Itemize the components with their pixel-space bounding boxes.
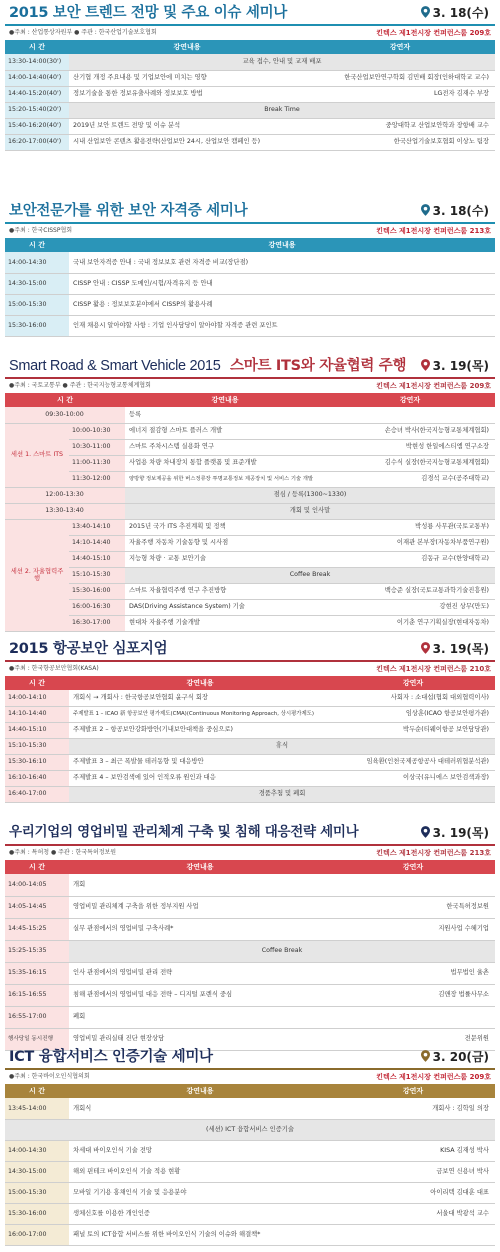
section-title: 2015 보안 트렌드 전망 및 주요 이슈 세미나: [9, 5, 287, 21]
speaker-cell: 강현진 상무(만도): [325, 599, 495, 615]
table-row: [5, 874, 495, 896]
header-content: 강연내용: [69, 676, 331, 690]
time-cell: 15:40-16:20(40'): [5, 118, 69, 134]
organizer-text: ●주최 : 국토교통부 ● 주관 : 한국지능형교통체계협회: [9, 382, 151, 389]
time-cell: 14:00-14:30: [5, 252, 69, 273]
speaker-cell: 김동규 교수(한양대학교): [325, 551, 495, 567]
speaker-cell: 임상훈(ICAO 항공보안평가관): [331, 706, 495, 722]
table-row: [5, 940, 495, 962]
table-row: [5, 471, 495, 487]
speaker-cell: 김경석 교수(공주대학교): [325, 471, 495, 487]
time-cell: 15:30-16:00: [5, 315, 69, 336]
speaker-cell: LG전자 김재수 부장: [305, 86, 495, 102]
date-text: 3. 19(목): [432, 826, 489, 840]
time-cell: 15:30-16:00: [5, 1203, 69, 1224]
speaker-cell: [331, 1006, 495, 1028]
speaker-cell: 개회사 : 김학일 의장: [331, 1098, 495, 1119]
table-header-row: [5, 1084, 495, 1098]
content-cell: CISSP 안내 : CISSP 도메인/시험/자격유지 등 안내: [69, 273, 495, 294]
section-title: 우리기업의 영업비밀 관리체계 구축 및 침해 대응전략 세미나: [9, 824, 359, 840]
speaker-cell: 한국산업기술보호협회 이상노 팀장: [305, 134, 495, 150]
content-cell: 주제발표 4 – 보안검색에 있어 인적오류 원인과 대응: [69, 770, 331, 786]
content-cell: 주제발표 3 – 최근 폭발물 테러동향 및 대응방안: [69, 754, 331, 770]
location-pin-icon: [421, 1050, 430, 1062]
table-row: [5, 54, 495, 70]
table-row: [5, 567, 495, 583]
speaker-cell: 손승녀 박사(한국지능형교통체계협회): [325, 423, 495, 439]
speaker-cell: 이상국(유니에스 보안검색과장): [331, 770, 495, 786]
table-row: [5, 690, 495, 706]
time-cell: 15:30-16:00: [69, 583, 125, 599]
time-cell: 13:30-14:00(30'): [5, 54, 69, 70]
section-ict-authentication: [5, 1046, 495, 1246]
content-cell: 국내 보안자격증 안내 : 국내 정보보호 관련 자격증 비교(장단점): [69, 252, 495, 273]
schedule-table: [5, 40, 495, 151]
content-cell: 2019년 보안 트렌드 전망 및 이슈 분석: [69, 118, 305, 134]
table-row: [5, 102, 495, 118]
content-cell: 산기협 개정 주요내용 및 기업보안에 미치는 영향: [69, 70, 305, 86]
table-row: [5, 615, 495, 631]
table-row: [5, 519, 495, 535]
content-cell: 폐회: [69, 1006, 331, 1028]
content-cell: 경품추첨 및 폐회: [69, 786, 495, 802]
content-cell: 실무 관점에서의 영업비밀 구축사례*: [69, 918, 331, 940]
section-header: [5, 638, 495, 662]
table-row: [5, 439, 495, 455]
room-text: 킨텍스 제1전시장 컨퍼런스룸 209호: [376, 1073, 491, 1081]
date-text: 3. 20(금): [432, 1050, 489, 1064]
speaker-cell: 서울대 박광석 교수: [331, 1203, 495, 1224]
section-date: [421, 1050, 489, 1065]
header-content: 강연내용: [69, 40, 305, 54]
time-cell: 10:30-11:00: [69, 439, 125, 455]
section-date: [421, 826, 489, 841]
header-time: 시 간: [5, 676, 69, 690]
header-content: 강연내용: [69, 1084, 331, 1098]
session-label: 세션 1. 스마트 ITS: [5, 423, 69, 487]
content-cell: Coffee Break: [69, 940, 495, 962]
table-row: [5, 535, 495, 551]
speaker-cell: 박현성 한일에스티엠 연구소장: [325, 439, 495, 455]
header-speaker: 강연자: [331, 676, 495, 690]
table-row: [5, 273, 495, 294]
time-cell: 15:10-15:30: [69, 567, 125, 583]
organizer-text: ●주최 : 산업통상자원부 ● 주관 : 한국산업기술보호협회: [9, 29, 157, 36]
content-cell: 생체신호를 이용한 개인인증: [69, 1203, 331, 1224]
time-cell: 16:15-16:55: [5, 984, 69, 1006]
date-text: 3. 18(수): [432, 6, 489, 20]
section-meta: [5, 1070, 495, 1084]
table-row: [5, 118, 495, 134]
content-cell: 차세대 바이오인식 기술 전망: [69, 1140, 331, 1161]
speaker-cell: [331, 874, 495, 896]
location-pin-icon: [421, 6, 430, 18]
location-pin-icon: [421, 204, 430, 216]
time-cell: 13:40-14:10: [69, 519, 125, 535]
header-time: 시 간: [5, 393, 125, 407]
table-row: [5, 1006, 495, 1028]
speaker-cell: 임육환(인천국제공항공사 대테러위협분석관): [331, 754, 495, 770]
time-cell: 15:25-15:35: [5, 940, 69, 962]
date-text: 3. 19(목): [432, 359, 489, 373]
time-cell: 14:00-14:30: [5, 1140, 69, 1161]
table-row: [5, 962, 495, 984]
location-pin-icon: [421, 642, 430, 654]
table-row: [5, 1224, 495, 1245]
section-date: [421, 6, 489, 21]
section-meta: [5, 26, 495, 40]
content-cell: 정보기술을 통한 정보유출사례와 정보보호 방법: [69, 86, 305, 102]
section-security-trends: [5, 2, 495, 151]
table-row: [5, 706, 495, 722]
section-security-certification: [5, 200, 495, 337]
speaker-cell: 한국산업보안연구학회 김민배 회장(인하대학교 교수): [305, 70, 495, 86]
table-row: [5, 1119, 495, 1140]
content-cell: Break Time: [69, 102, 495, 118]
table-row: [5, 1161, 495, 1182]
table-row: [5, 315, 495, 336]
content-cell: 인재 채용시 알아야할 사항 : 기업 인사담당이 알아야할 자격증 관련 포인트: [69, 315, 495, 336]
header-time: 시 간: [5, 40, 69, 54]
content-cell: 자율주행 자동차 기술동향 및 시사점: [125, 535, 325, 551]
table-header-row: [5, 860, 495, 874]
content-cell: 영업비밀 관리실태 진단 현장상담: [69, 1028, 331, 1050]
table-row: [5, 407, 495, 423]
speaker-cell: 박성룡 사무관(국토교통부): [325, 519, 495, 535]
session-row: (세션) ICT 융합서비스 인증기술: [5, 1119, 495, 1140]
section-title: ICT 융합서비스 인증기술 세미나: [9, 1049, 213, 1065]
speaker-cell: KISA 김재성 박사: [331, 1140, 495, 1161]
speaker-cell: 금보연 신용녀 박사: [331, 1161, 495, 1182]
content-cell: 영업비밀 관리체계 구축을 위한 정부지원 사업: [69, 896, 331, 918]
time-cell: 16:00-16:30: [69, 599, 125, 615]
time-cell: 15:00-15:30: [5, 1182, 69, 1203]
section-header: [5, 200, 495, 224]
header-content: 강연내용: [69, 238, 495, 252]
content-cell: 개회: [69, 874, 331, 896]
content-cell: CISSP 활용 : 정보보호분야에서 CISSP의 활용사례: [69, 294, 495, 315]
content-cell: 인사 관점에서의 영업비밀 관리 전략: [69, 962, 331, 984]
section-title: [9, 358, 406, 375]
time-cell: 15:00-15:30: [5, 294, 69, 315]
content-cell: DAS(Driving Assistance System) 기술: [125, 599, 325, 615]
content-cell: 시내 산업보안 콘텐츠 활용전략(산업보안 24시, 산업보안 캠페인 등): [69, 134, 305, 150]
header-speaker: 강연자: [331, 1084, 495, 1098]
header-time: 시 간: [5, 860, 69, 874]
time-cell: 15:35-16:15: [5, 962, 69, 984]
content-cell: 교육 접수, 안내 및 교재 배포: [69, 54, 495, 70]
section-header: [5, 355, 495, 379]
table-row: [5, 487, 495, 503]
content-cell: 휴식: [69, 738, 495, 754]
table-header-row: [5, 393, 495, 407]
header-speaker: 강연자: [305, 40, 495, 54]
time-cell: 14:00-14:40(40'): [5, 70, 69, 86]
time-cell: 14:40-15:20(40'): [5, 86, 69, 102]
organizer-text: ●주최 : 한국바이오인식협의회: [9, 1073, 90, 1080]
section-title: 2015 항공보안 심포지엄: [9, 641, 168, 657]
session-label: 세션 2. 자율협력주행: [5, 519, 69, 631]
speaker-cell: 이재관 본부장(자동차부품연구원): [325, 535, 495, 551]
content-cell: 스마트 자율협력주행 연구 추진방향: [125, 583, 325, 599]
time-cell: 14:45-15:25: [5, 918, 69, 940]
time-cell: 13:45-14:00: [5, 1098, 69, 1119]
speaker-cell: 박두순(티웨이항공 보안담당관): [331, 722, 495, 738]
table-row: [5, 583, 495, 599]
content-cell: 개회 및 인사말: [125, 503, 495, 519]
section-date: [421, 642, 489, 657]
time-cell: 14:40-15:10: [69, 551, 125, 567]
table-row: [5, 896, 495, 918]
speaker-cell: 지원사업 수혜기업: [331, 918, 495, 940]
time-cell: 11:00-11:30: [69, 455, 125, 471]
table-header-row: [5, 40, 495, 54]
section-header: [5, 822, 495, 846]
speaker-cell: 아이리텍 김대훈 대표: [331, 1182, 495, 1203]
header-time: 시 간: [5, 1084, 69, 1098]
section-meta: [5, 846, 495, 860]
speaker-cell: 백승준 실장(국토교통과학기술진흥원): [325, 583, 495, 599]
header-content: 강연내용: [69, 860, 331, 874]
content-cell: 2015년 국가 ITS 추진계획 및 정책: [125, 519, 325, 535]
section-header: [5, 2, 495, 26]
content-cell: 모바일 기기용 홍채인식 기술 및 응용분야: [69, 1182, 331, 1203]
content-cell: 사업용 차량 차내장치 통합 플랫폼 및 표준개발: [125, 455, 325, 471]
time-cell: 16:10-16:40: [5, 770, 69, 786]
table-row: [5, 918, 495, 940]
time-cell: 16:30-17:00: [69, 615, 125, 631]
content-cell: Coffee Break: [125, 567, 495, 583]
date-text: 3. 19(목): [432, 642, 489, 656]
location-pin-icon: [421, 826, 430, 838]
content-cell: 점심 / 등록(1300~1330): [125, 487, 495, 503]
speaker-cell: 한국특허정보원: [331, 896, 495, 918]
time-cell: 16:00-17:00: [5, 1224, 69, 1245]
speaker-cell: 김수식 실장(한국지능형교통체계협회): [325, 455, 495, 471]
table-row: [5, 294, 495, 315]
table-row: [5, 1098, 495, 1119]
table-header-row: [5, 676, 495, 690]
content-cell: 스마트 주차시스템 실용화 연구: [125, 439, 325, 455]
content-cell: 양방향 정보제공을 위한 버스정류장 투명교통정보 제공장치 및 서비스 기술 개발: [125, 471, 325, 487]
table-row: [5, 722, 495, 738]
table-row: [5, 786, 495, 802]
time-cell: 14:05-14:45: [5, 896, 69, 918]
content-cell: 지능형 차량 · 교통 보안기술: [125, 551, 325, 567]
content-cell: 해외 핀테크 바이오인식 기술 적용 현황: [69, 1161, 331, 1182]
header-content: 강연내용: [125, 393, 325, 407]
time-cell: 14:00-14:10: [5, 690, 69, 706]
content-cell: 등록: [125, 407, 495, 423]
speaker-cell: 김앤장 법률사무소: [331, 984, 495, 1006]
table-row: [5, 252, 495, 273]
section-trade-secret: [5, 822, 495, 1051]
time-cell: 10:00-10:30: [69, 423, 125, 439]
section-date: [421, 359, 489, 374]
table-row: [5, 770, 495, 786]
speaker-cell: 중앙대학교 산업보안학과 장항배 교수: [305, 118, 495, 134]
table-row: [5, 134, 495, 150]
table-header-row: [5, 238, 495, 252]
location-pin-icon: [421, 359, 430, 371]
speaker-cell: 법무법인 율촌: [331, 962, 495, 984]
table-row: [5, 503, 495, 519]
header-speaker: 강연자: [325, 393, 495, 407]
content-cell: 주제발표 1 – ICAO 新 항공보안 평가제도(CMA)(Continuous Monitoring Approach, 상시평가제도): [69, 706, 331, 722]
time-cell: 16:20-17:00(40'): [5, 134, 69, 150]
schedule-table: [5, 238, 495, 337]
room-text: 킨텍스 제1전시장 컨퍼런스룸 210호: [376, 665, 491, 673]
table-row: [5, 455, 495, 471]
section-title-kr: 스마트 ITS와 자율협력 주행: [230, 358, 407, 374]
date-text: 3. 18(수): [432, 204, 489, 218]
speaker-cell: 사회자 : 소대섭(협회 대외협력이사): [331, 690, 495, 706]
table-row: [5, 423, 495, 439]
time-cell: 12:00-13:30: [5, 487, 125, 503]
time-cell: 16:40-17:00: [5, 786, 69, 802]
content-cell: 에너지 절감형 스마트 플러스 개발: [125, 423, 325, 439]
section-aviation-security: [5, 638, 495, 803]
time-cell: 14:00-14:05: [5, 874, 69, 896]
time-cell: 15:30-16:10: [5, 754, 69, 770]
speaker-cell: 전문위원: [331, 1028, 495, 1050]
content-cell: 현대차 자율주행 기술개발: [125, 615, 325, 631]
table-row: [5, 70, 495, 86]
section-date: [421, 204, 489, 219]
schedule-table: [5, 1084, 495, 1246]
organizer-text: ●주최 : 특허청 ● 주관 : 한국특허정보원: [9, 849, 117, 856]
room-text: 킨텍스 제1전시장 컨퍼런스룸 213호: [376, 849, 491, 857]
content-cell: 주제발표 2 – 항공보안강화방안(기내보안대책을 중심으로): [69, 722, 331, 738]
schedule-table: [5, 860, 495, 1051]
schedule-table: [5, 676, 495, 803]
section-title-en: Smart Road & Smart Vehicle 2015: [9, 358, 221, 374]
time-cell: 14:10-14:40: [5, 706, 69, 722]
time-cell: 14:30-15:00: [5, 1161, 69, 1182]
section-header: [5, 1046, 495, 1070]
time-cell: 13:30-13:40: [5, 503, 125, 519]
time-cell: 행사당일 동시진행: [5, 1028, 69, 1050]
organizer-text: ●주최 : 한국CISSP협회: [9, 227, 73, 234]
section-title: 보안전문가를 위한 보안 자격증 세미나: [9, 203, 248, 219]
table-row: [5, 738, 495, 754]
section-meta: [5, 379, 495, 393]
schedule-table: [5, 393, 495, 632]
room-text: 킨텍스 제1전시장 컨퍼런스룸 213호: [376, 227, 491, 235]
table-row: [5, 984, 495, 1006]
table-row: [5, 1203, 495, 1224]
table-row: [5, 551, 495, 567]
table-row: [5, 86, 495, 102]
speaker-cell: 이기춘 연구기획실장(현대자동차): [325, 615, 495, 631]
section-meta: [5, 662, 495, 676]
table-row: [5, 1140, 495, 1161]
room-text: 킨텍스 제1전시장 컨퍼런스룸 209호: [376, 29, 491, 37]
time-cell: 09:30-10:00: [5, 407, 125, 423]
header-time: 시 간: [5, 238, 69, 252]
time-cell: 14:40-15:10: [5, 722, 69, 738]
section-meta: [5, 224, 495, 238]
content-cell: 개회식: [69, 1098, 331, 1119]
room-text: 킨텍스 제1전시장 컨퍼런스룸 209호: [376, 382, 491, 390]
table-row: [5, 1182, 495, 1203]
time-cell: 15:10-15:30: [5, 738, 69, 754]
content-cell: 침해 관점에서의 영업비밀 대응 전략 – 디지털 포렌식 중심: [69, 984, 331, 1006]
content-cell: 개회식 → 개회사 : 한국항공보안협회 윤구식 회장: [69, 690, 331, 706]
table-row: [5, 599, 495, 615]
time-cell: 16:55-17:00: [5, 1006, 69, 1028]
time-cell: 15:20-15:40(20'): [5, 102, 69, 118]
time-cell: 14:30-15:00: [5, 273, 69, 294]
table-row: [5, 754, 495, 770]
time-cell: 14:10-14:40: [69, 535, 125, 551]
content-cell: 패널 토의 ICT융합 서비스를 위한 바이오인식 기술의 이슈와 해결책*: [69, 1224, 495, 1245]
section-smart-road: [5, 355, 495, 632]
header-speaker: 강연자: [331, 860, 495, 874]
time-cell: 11:30-12:00: [69, 471, 125, 487]
organizer-text: ●주최 : 한국항공보안협회(KASA): [9, 665, 99, 672]
